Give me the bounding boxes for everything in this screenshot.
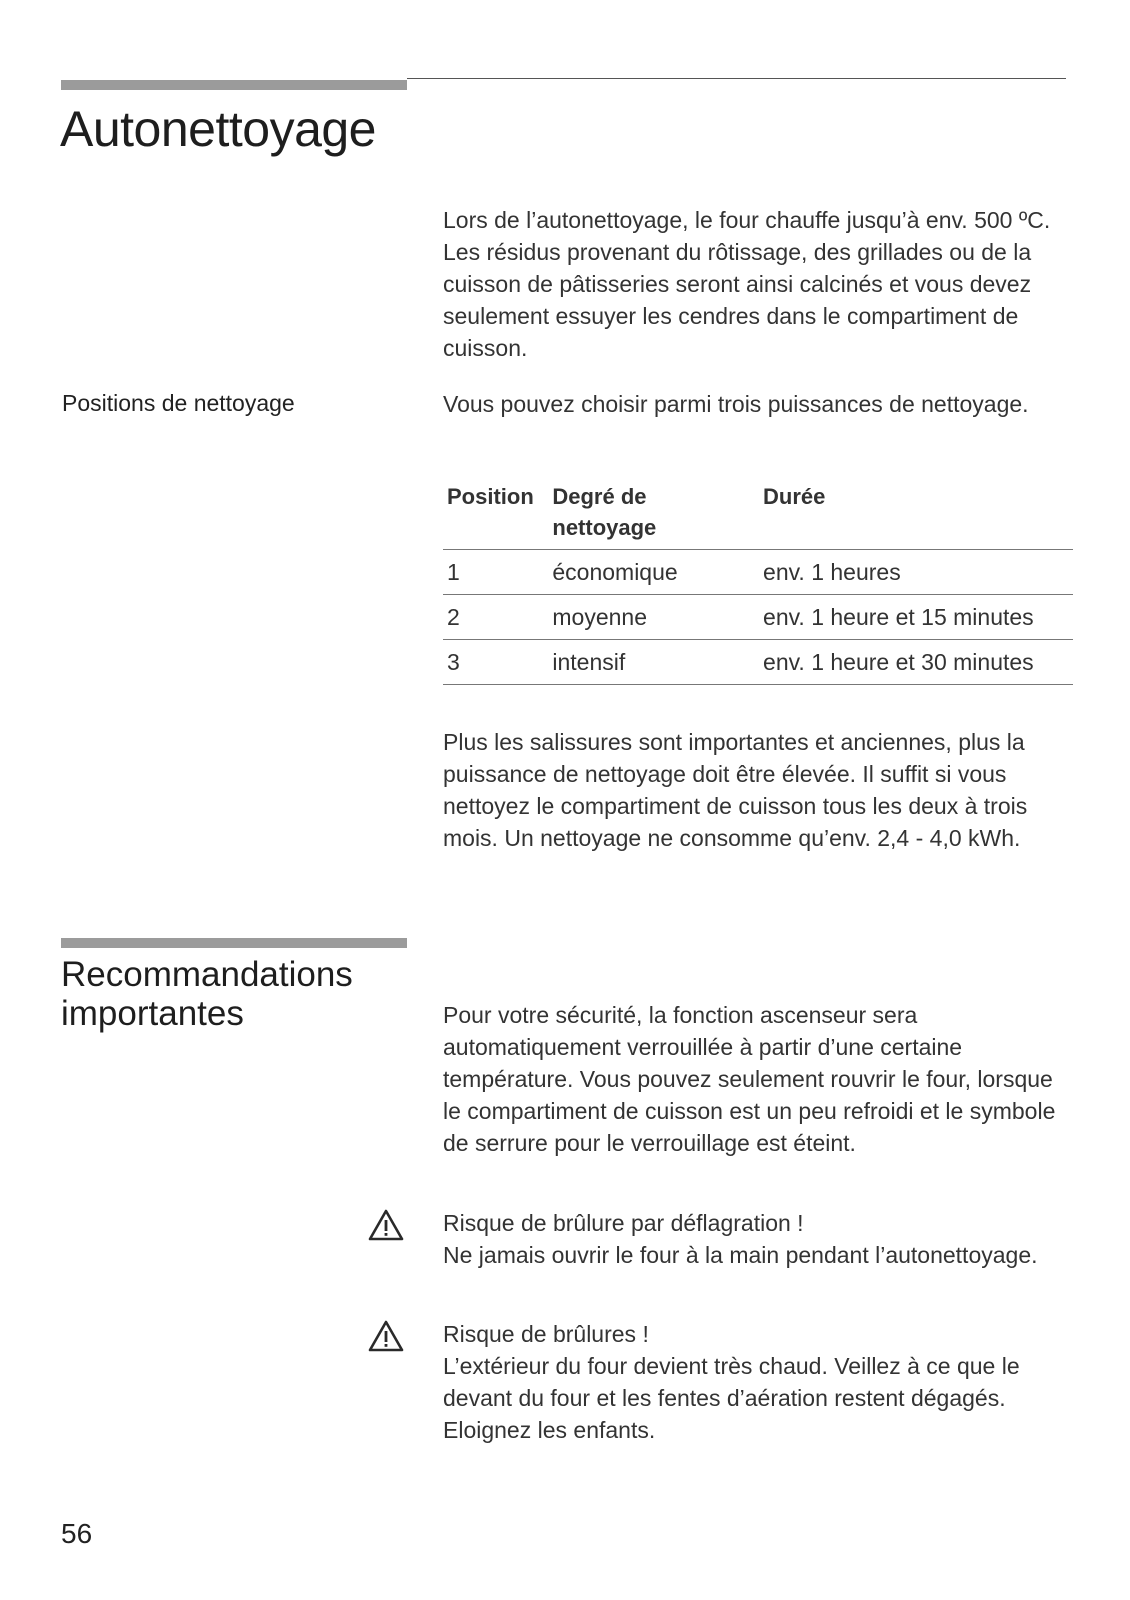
intro-paragraph bbox=[443, 204, 1073, 364]
cell-position: 3 bbox=[443, 640, 552, 685]
header-position: Position bbox=[443, 481, 552, 550]
header-degree bbox=[552, 481, 763, 550]
warning-triangle-icon bbox=[368, 1209, 404, 1241]
positions-heading: Positions de nettoyage bbox=[62, 390, 295, 416]
warning-block bbox=[443, 1318, 1073, 1446]
intro-text: Lors de l’autonettoyage, le four chauffe jusqu’à env. 500 ºC. Les résidus provenant du rôtissage, des grillades ou de la cuisson de pâtisseries seront ainsi calcinés et vous devez seulement essuyer les cendres dans le compartiment de cuisson. bbox=[443, 207, 1051, 361]
cell-degree: intensif bbox=[552, 640, 763, 685]
cell-degree: économique bbox=[552, 550, 763, 595]
table-row bbox=[443, 550, 1073, 595]
table-row bbox=[443, 595, 1073, 640]
table-header-row bbox=[443, 481, 1073, 550]
cell-duration: env. 1 heure et 15 minutes bbox=[763, 595, 1073, 640]
cell-duration: env. 1 heure et 30 minutes bbox=[763, 640, 1073, 685]
consumption-text: Plus les salissures sont importantes et anciennes, plus la puissance de nettoyage doit être élevée. Il suffit si vous nettoyez le compartiment de cuisson tous les deux à trois mois. Un nettoyage ne consomme qu’env. 2,4 - 4,0 kWh. bbox=[443, 729, 1028, 851]
consumption-paragraph bbox=[443, 726, 1073, 854]
cleaning-table bbox=[443, 481, 1073, 685]
positions-text: Vous pouvez choisir parmi trois puissances de nettoyage. bbox=[443, 391, 1029, 417]
warning-text: Ne jamais ouvrir le four à la main pendant l’autonettoyage. bbox=[443, 1242, 1038, 1268]
warning-triangle-icon bbox=[368, 1320, 404, 1352]
positions-paragraph bbox=[443, 388, 1073, 420]
page-title: Autonettoyage bbox=[60, 101, 376, 157]
warning-title: Risque de brûlure par déflagration ! bbox=[443, 1210, 804, 1236]
security-text: Pour votre sécurité, la fonction ascenseur sera automatiquement verrouillée à partir d’une certaine température. Vous pouvez seulement rouvrir le four, lorsque le compartiment de cuisson est un peu refroidi et le symbole de serrure pour le verrouillage est éteint. bbox=[443, 1002, 1056, 1156]
warning-text: L’extérieur du four devient très chaud. Veillez à ce que le devant du four et les fentes d’aération restent dégagés. Eloignez les enfants. bbox=[443, 1353, 1020, 1443]
recommandations-heading bbox=[61, 955, 353, 1033]
cell-position: 1 bbox=[443, 550, 552, 595]
cell-duration: env. 1 heures bbox=[763, 550, 1073, 595]
warning-block bbox=[443, 1207, 1073, 1271]
cell-degree: moyenne bbox=[552, 595, 763, 640]
header-degree-label: Degré de nettoyage bbox=[552, 484, 657, 540]
section-bar bbox=[61, 80, 407, 90]
header-rule bbox=[407, 78, 1066, 79]
page-number: 56 bbox=[61, 1518, 93, 1549]
section-bar bbox=[61, 938, 407, 948]
header-duration: Durée bbox=[763, 481, 1073, 550]
recommandations-heading-line2: importantes bbox=[61, 994, 244, 1033]
cell-position: 2 bbox=[443, 595, 552, 640]
security-paragraph bbox=[443, 999, 1073, 1159]
table-row bbox=[443, 640, 1073, 685]
warning-title: Risque de brûlures ! bbox=[443, 1321, 649, 1347]
recommandations-heading-line1: Recommandations bbox=[61, 955, 353, 994]
